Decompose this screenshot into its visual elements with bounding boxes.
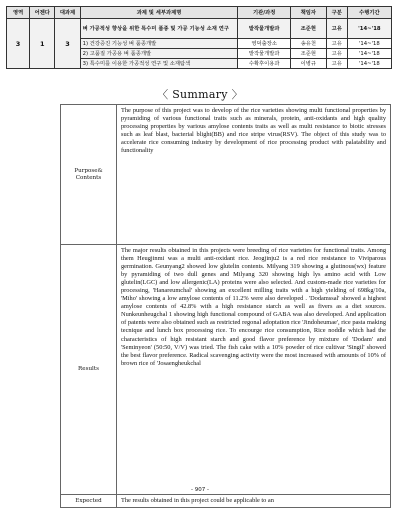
major-cell: 3 [55,19,80,69]
project-lead: 조준현 [290,19,326,39]
purpose-text: The purpose of this project was to develop of the rice varieties showing multi functional properties by pyramiding of various functional traits such as minerals, protein, anti-oxidants and high quality processing properties by various amylose contents traits as well as multi resistance to biotic stresses such as leaf blast, bacterial blight(BB) and rice stripe virus(RSV). The object of this study was to accelerate rice consuming industry by development of rice processing product with palatability and functionality [117,105,391,245]
subproject-lead: 송유천 [290,39,326,49]
subproject-org: 수확후이용과 [238,59,291,69]
project-type: 고유 [326,19,347,39]
subproject-org: 영덕출장소 [238,39,291,49]
subproject-title: 3) 특수미를 이용한 가공적성 연구 및 소재탐색 [80,59,238,69]
project-period: '14~'18 [347,19,391,39]
subproject-lead: 이병규 [290,59,326,69]
header-type: 구분 [326,7,347,19]
summary-row-expected [61,495,391,508]
header-period: 수행기간 [347,7,391,19]
subproject-lead: 조준현 [290,49,326,59]
subproject-title: 1) 건강증진 기능성 벼 품종개발 [80,39,238,49]
page-number: - 907 - [191,487,209,493]
project-title: 벼 가공적성 향상을 위한 특수미 품종 및 가공 기능성 소재 연구 [80,19,238,39]
agenda-cell: 1 [30,19,55,69]
expected-label: Expected [61,495,117,508]
summary-row-purpose [61,105,391,245]
subproject-period: '14~'18 [347,39,391,49]
area-cell: 3 [7,19,30,69]
subproject-type: 고유 [326,39,347,49]
header-title: 과제 및 세부과제명 [80,7,238,19]
purpose-label: Purpose& Contents [61,105,117,245]
subproject-period: '14~'18 [347,59,391,69]
subproject-type: 고유 [326,59,347,69]
project-org: 밭작물개발과 [238,19,291,39]
subproject-type: 고유 [326,49,347,59]
table-row [7,19,392,39]
subproject-period: '14~'18 [347,49,391,59]
results-text: The major results obtained in this projects were breeding of rice varieties for functional traits. Among them Heugjinmi was a multi anti-oxidant rice. Jeogjinju2 is a red rice resistance to Viviparous germination. Geunyang2 showed low glutelin contents. Milyang 319 showing a glutinous(wx) feature by pyramiding of two dull genes and Milyang 320 showing high lys amino acid with Low glutelin(LGC) and low allergenic(LA) proteins were also selected. And custom-made rice varieties for processing, 'Hanareumchal' showing an excellent milling traits with a high yielding of 698kg/10a, 'Miho' showing a low amylose contents of 11.2% were also developed . 'Dodamssal' showed a highest amylose contents of 42.8% with a high resistance starch as well as fivers as a diet sources. Nunkeunheugchal 1 showing high functional compound of GABA was also developed. And application of patents were also obtained such as restricted regonal adoptation rice 'Jindoheumae', rice pasta making tecnique and lunch box processing rice. To encourge rice consumption, Rice noddle which had the characteristics of high resistant starch and good flavor preference by mixture of 'Dodam' and 'Seminyeon' (50:50, V/V) was tried. The fish cake with a 10% powder of rice cultivar 'Singil' showed the best flavor preference. Radical scavenging activity were the most increased with amounts of 10% of brown rice of 'Josaengheukchal [117,245,391,495]
summary-table [60,104,391,508]
results-label: Results [61,245,117,495]
header-agenda: 어젠다 [30,7,55,19]
header-lead: 책임자 [290,7,326,19]
summary-heading: 〈 Summary 〉 [157,88,243,101]
subproject-org: 밭작물개발과 [238,49,291,59]
subproject-title: 2) 고품질 가공용 벼 품종개발 [80,49,238,59]
header-org: 기관/과정 [238,7,291,19]
expected-text: The results obtained in this project could be applicable to an [117,495,391,508]
summary-row-results [61,245,391,495]
header-major: 대과제 [55,7,80,19]
project-table [6,6,392,69]
project-table-header [7,7,392,19]
header-area: 영역 [7,7,30,19]
